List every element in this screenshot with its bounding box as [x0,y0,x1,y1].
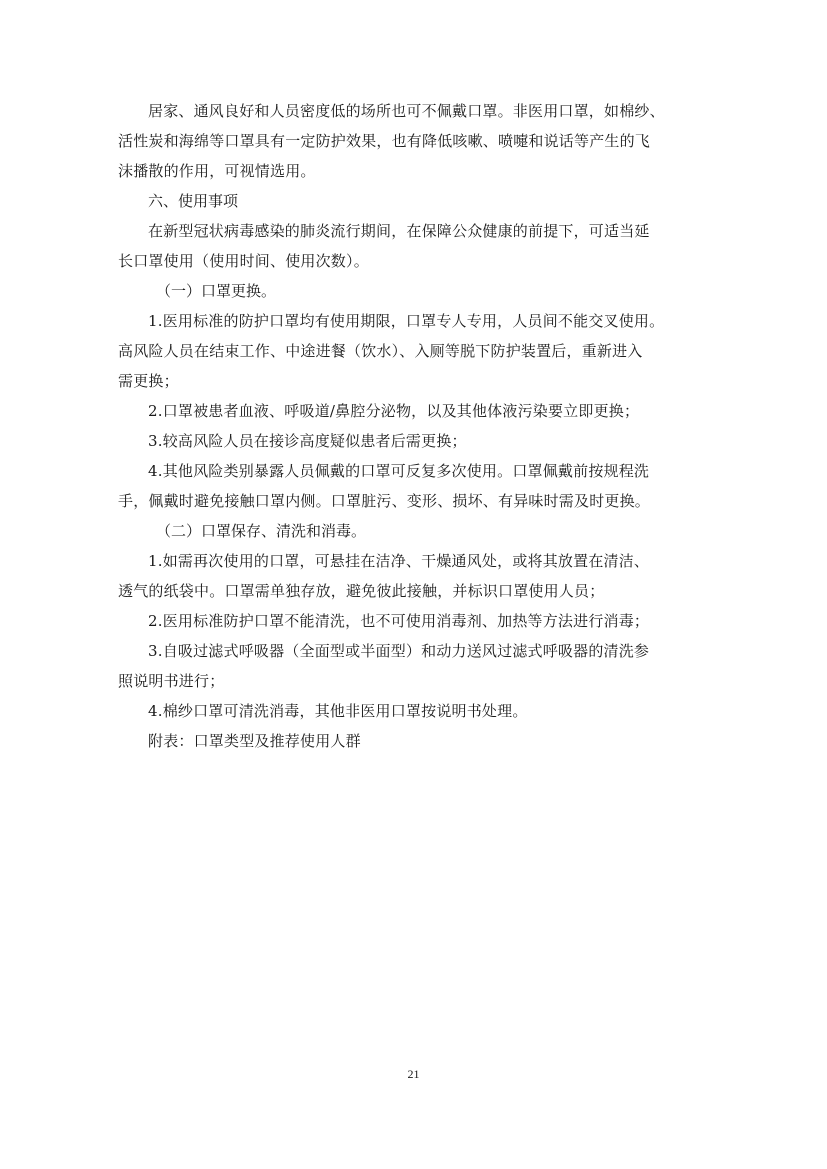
text-line: 高风险人员在结束工作、中途进餐（饮水）、入厕等脱下防护装置后，重新进入 [118,342,643,360]
list-item-replacement-2 [118,396,714,426]
text-line: 活性炭和海绵等口罩具有一定防护效果，也有降低咳嗽、喷嚏和说话等产生的飞 [118,132,651,150]
list-item-replacement-1 [118,306,714,396]
text-line: 3.较高风险人员在接诊高度疑似患者后需更换； [148,432,467,450]
heading-text: 六、使用事项 [148,192,239,210]
text-line: 照说明书进行； [118,672,225,690]
list-item-replacement-3 [118,426,714,456]
list-item-storage-4 [118,696,714,726]
list-item-replacement-4 [118,456,714,516]
page-body [118,96,714,756]
text-line: 1.如需再次使用的口罩，可悬挂在洁净、干燥通风处，或将其放置在清洁、 [148,552,650,570]
page-number: 21 [407,1067,420,1081]
text-line: 透气的纸袋中。口罩需单独存放，避免彼此接触，并标识口罩使用人员； [118,582,605,600]
text-line: 需更换； [118,372,179,390]
text-line: 附表：口罩类型及推荐使用人群 [148,732,361,750]
paragraph-extended-use [118,216,714,276]
list-item-storage-2 [118,606,714,636]
text-line: 2.口罩被患者血液、呼吸道/鼻腔分泌物，以及其他体液污染要立即更换； [148,402,640,420]
text-line: 在新型冠状病毒感染的肺炎流行期间，在保障公众健康的前提下，可适当延 [148,222,650,240]
text-line: 居家、通风良好和人员密度低的场所也可不佩戴口罩。非医用口罩，如棉纱、 [148,102,665,120]
text-line: 3.自吸过滤式呼吸器（全面型或半面型）和动力送风过滤式呼吸器的清洗参 [148,642,650,660]
heading-text: （二）口罩保存、清洗和消毒。 [156,522,367,540]
subsection-heading-replacement [118,276,714,306]
text-line: 4.其他风险类别暴露人员佩戴的口罩可反复多次使用。口罩佩戴前按规程洗 [148,462,650,480]
text-line: 沫播散的作用，可视情选用。 [118,162,316,180]
text-line: 4.棉纱口罩可清洗消毒，其他非医用口罩按说明书处理。 [148,702,528,720]
list-item-storage-1 [118,546,714,606]
subsection-heading-storage [118,516,714,546]
text-line: 1.医用标准的防护口罩均有使用期限，口罩专人专用，人员间不能交叉使用。 [148,312,665,330]
appendix-reference [118,726,714,756]
list-item-storage-3 [118,636,714,696]
section-heading-usage [118,186,714,216]
text-line: 2.医用标准防护口罩不能清洗，也不可使用消毒剂、加热等方法进行消毒； [148,612,650,630]
text-line: 长口罩使用（使用时间、使用次数）。 [118,252,369,270]
heading-text: （一）口罩更换。 [156,282,277,300]
text-line: 手，佩戴时避免接触口罩内侧。口罩脏污、变形、损坏、有异味时需及时更换。 [118,492,651,510]
paragraph-nonmedical-masks [118,96,714,186]
